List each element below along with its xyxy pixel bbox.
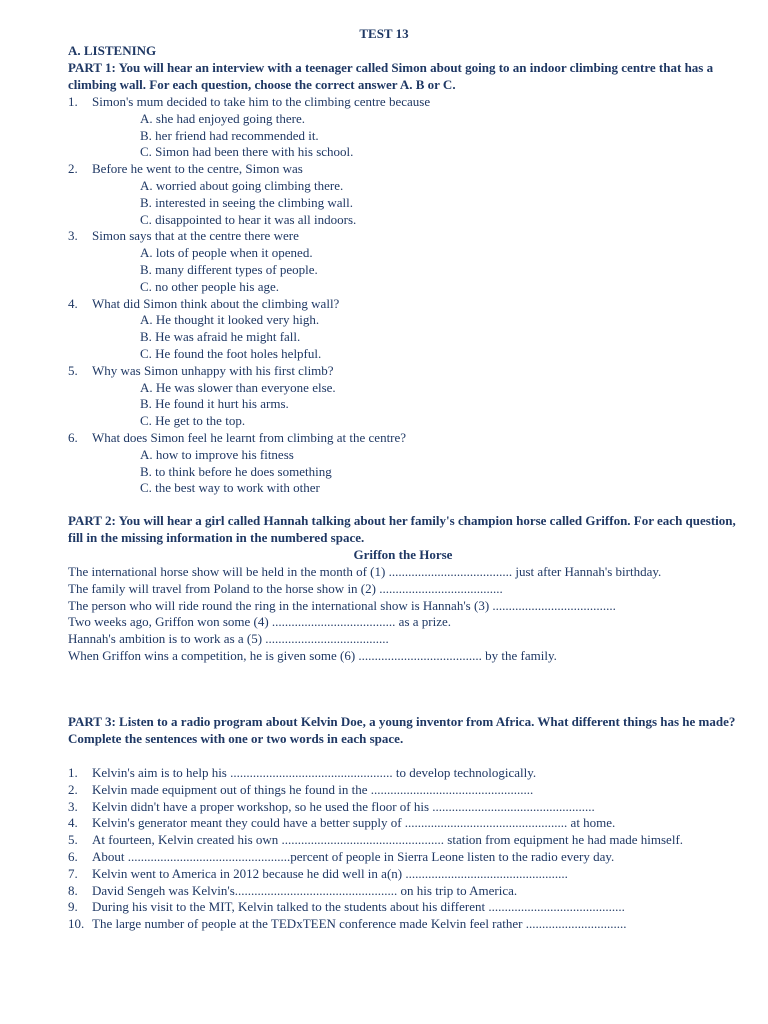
question-number: 5. bbox=[68, 362, 78, 378]
sentence-text: Kelvin went to America in 2012 because he did well in a(n) .................................................. bbox=[92, 865, 568, 881]
sentence-number: 5. bbox=[68, 832, 78, 848]
sentence-number: 9. bbox=[68, 899, 78, 915]
question-text: Why was Simon unhappy with his first climb? bbox=[92, 362, 334, 378]
fill-line-4: Two weeks ago, Griffon won some (4) ...................................... as a prize. bbox=[68, 614, 451, 630]
fill-line-2: The family will travel from Poland to the horse show in (2) ...................................... bbox=[68, 580, 503, 596]
sentence-4 bbox=[68, 815, 748, 832]
option-b: B. many different types of people. bbox=[140, 261, 318, 277]
question-text: What does Simon feel he learnt from climbing at the centre? bbox=[92, 429, 407, 445]
sentence-number: 10. bbox=[68, 916, 85, 932]
option-b: B. He was afraid he might fall. bbox=[140, 329, 301, 345]
option-c: C. no other people his age. bbox=[140, 278, 279, 294]
sentence-number: 4. bbox=[68, 815, 78, 831]
part3-items bbox=[68, 765, 748, 933]
option-a: A. He thought it looked very high. bbox=[140, 312, 320, 328]
option-c: C. the best way to work with other bbox=[140, 480, 320, 496]
sentence-text: The large number of people at the TEDxTEEN conference made Kelvin feel rather ............................... bbox=[92, 916, 627, 932]
option-a: A. lots of people when it opened. bbox=[140, 245, 313, 261]
sentence-text: About ..................................................percent of people in Sierra Leone listen to the radio every day. bbox=[92, 848, 615, 864]
option-a: A. how to improve his fitness bbox=[140, 446, 294, 462]
sentence-text: At fourteen, Kelvin created his own .................................................. station from equipment he had made himself. bbox=[92, 832, 684, 848]
fill-line-3: The person who will ride round the ring in the international show is Hannah's (3) ...................................... bbox=[68, 597, 616, 613]
sentence-5 bbox=[68, 832, 748, 849]
question-4 bbox=[68, 296, 748, 363]
question-number: 3. bbox=[68, 228, 78, 244]
question-5 bbox=[68, 363, 748, 430]
part1-heading: PART 1: You will hear an interview with a teenager called Simon about going to an indoor climbing centre that has a climbing wall. For each question, choose the correct answer A. B or C. bbox=[68, 60, 714, 92]
option-c: C. Simon had been there with his school. bbox=[140, 144, 354, 160]
option-b: B. her friend had recommended it. bbox=[140, 127, 319, 143]
option-a: A. He was slower than everyone else. bbox=[140, 379, 336, 395]
sentence-text: Kelvin didn't have a proper workshop, so he used the floor of his .................................................. bbox=[92, 798, 595, 814]
part2-subtitle: Griffon the Horse bbox=[353, 547, 453, 562]
sentence-number: 2. bbox=[68, 781, 78, 797]
sentence-number: 6. bbox=[68, 848, 78, 864]
question-text: Simon says that at the centre there were bbox=[92, 228, 299, 244]
part1-questions bbox=[68, 94, 748, 497]
sentence-number: 7. bbox=[68, 865, 78, 881]
question-number: 6. bbox=[68, 429, 78, 445]
question-text: Simon's mum decided to take him to the climbing centre because bbox=[92, 94, 431, 109]
question-number: 2. bbox=[68, 161, 78, 177]
part3-heading: PART 3: Listen to a radio program about Kelvin Doe, a young inventor from Africa. What different things has he made? Complete the sentences with one or two words in each space. bbox=[68, 714, 736, 746]
sentence-text: During his visit to the MIT, Kelvin talked to the students about his different .......................................... bbox=[92, 899, 625, 915]
option-c: C. He get to the top. bbox=[140, 413, 246, 429]
sentence-number: 1. bbox=[68, 765, 78, 780]
part2-heading: PART 2: You will hear a girl called Hannah talking about her family's champion horse called Griffon. For each question, fill in the missing information in the numbered space. bbox=[68, 513, 736, 545]
sentence-7 bbox=[68, 866, 748, 883]
option-b: B. to think before he does something bbox=[140, 463, 332, 479]
sentence-text: Kelvin's generator meant they could have a better supply of .................................................. at home. bbox=[92, 815, 616, 831]
question-3 bbox=[68, 228, 748, 295]
option-b: B. interested in seeing the climbing wall. bbox=[140, 194, 354, 210]
option-a: A. she had enjoyed going there. bbox=[140, 110, 305, 126]
question-1 bbox=[68, 94, 748, 161]
sentence-6 bbox=[68, 849, 748, 866]
question-number: 4. bbox=[68, 295, 78, 311]
sentence-text: David Sengeh was Kelvin's.................................................. on his trip to America. bbox=[92, 882, 518, 898]
option-c: C. He found the foot holes helpful. bbox=[140, 345, 322, 361]
section-a-heading: A. LISTENING bbox=[68, 43, 157, 58]
question-text: What did Simon think about the climbing wall? bbox=[92, 295, 340, 311]
option-b: B. He found it hurt his arms. bbox=[140, 396, 289, 412]
sentence-2 bbox=[68, 782, 748, 799]
fill-line-6: When Griffon wins a competition, he is given some (6) ...................................... by the family. bbox=[68, 647, 557, 663]
option-a: A. worried about going climbing there. bbox=[140, 177, 344, 193]
question-number: 1. bbox=[68, 94, 78, 109]
sentence-number: 8. bbox=[68, 882, 78, 898]
test-title: TEST 13 bbox=[359, 26, 409, 41]
sentence-10 bbox=[68, 916, 748, 933]
question-text: Before he went to the centre, Simon was bbox=[92, 161, 303, 177]
sentence-9 bbox=[68, 899, 748, 916]
part2-lines bbox=[68, 564, 738, 665]
sentence-1 bbox=[68, 765, 748, 782]
option-c: C. disappointed to hear it was all indoors. bbox=[140, 211, 357, 227]
fill-line-5: Hannah's ambition is to work as a (5) ...................................... bbox=[68, 631, 389, 647]
fill-line-1: The international horse show will be held in the month of (1) ...................................... just after Hannah's birthday. bbox=[68, 564, 662, 579]
sentence-text: Kelvin made equipment out of things he found in the .................................................. bbox=[92, 781, 534, 797]
sentence-3 bbox=[68, 799, 748, 816]
sentence-text: Kelvin's aim is to help his .................................................. to develop technologically. bbox=[92, 765, 537, 780]
question-6 bbox=[68, 430, 748, 497]
question-2 bbox=[68, 161, 748, 228]
sentence-number: 3. bbox=[68, 798, 78, 814]
sentence-8 bbox=[68, 883, 748, 900]
